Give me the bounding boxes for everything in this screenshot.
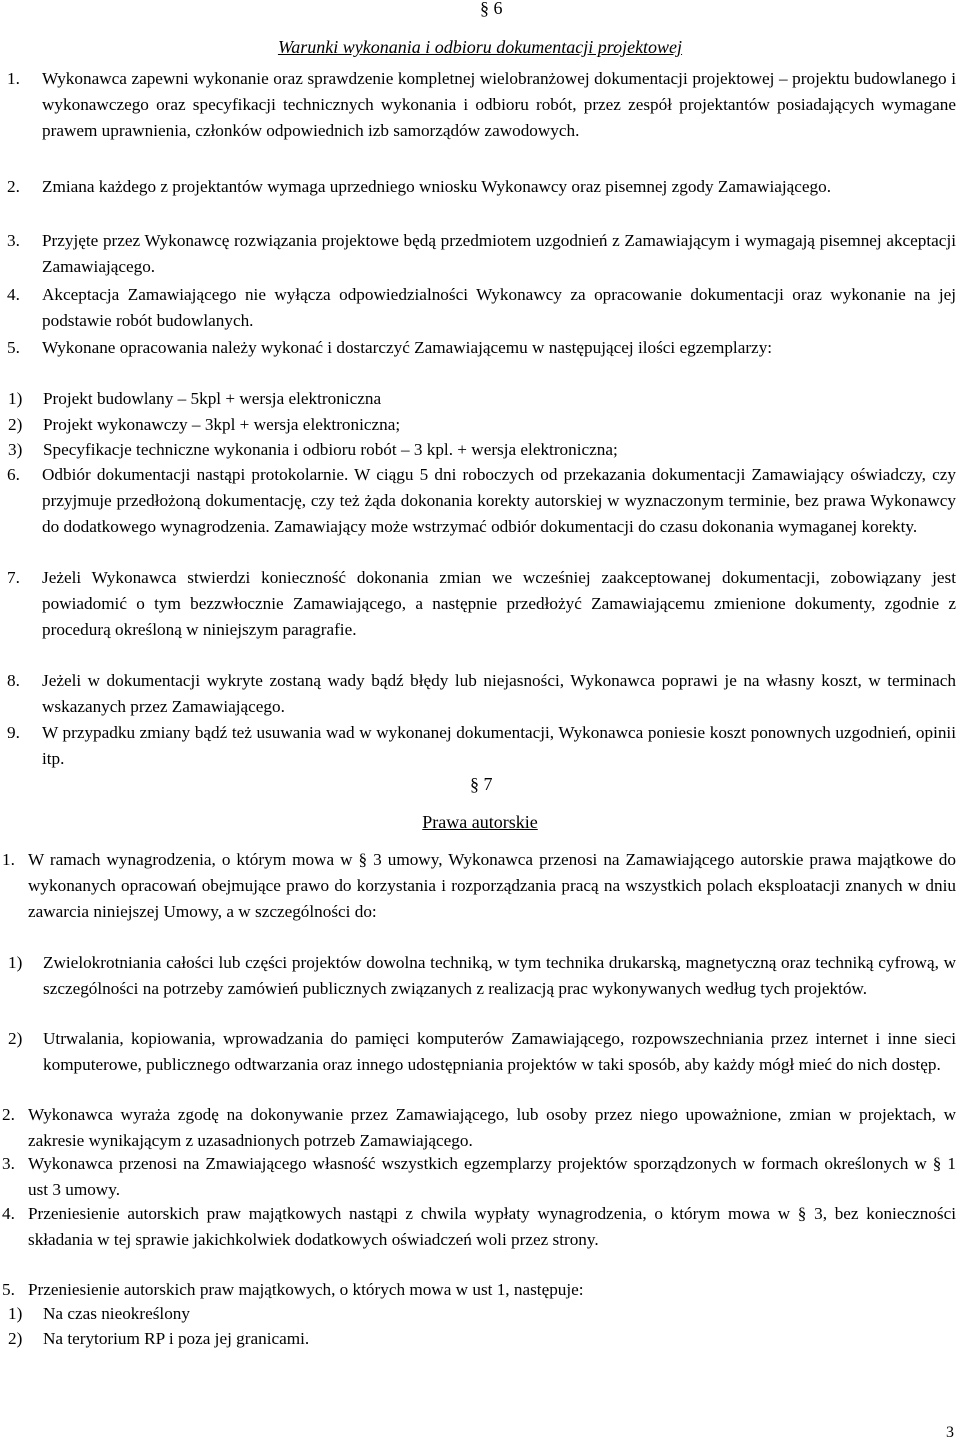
s6-item-7: 7. Jeżeli Wykonawca stwierdzi konieczność dokonania zmian we wcześniej zaakceptowanej dokumentacji, zobowiązany jest powiadomić o tym bezzwłocznie Zamawiającego, a następnie przedłożyć Zamawiającemu zmienione dokumenty, zgodnie z procedurą określoną w niniejszym paragrafie. <box>7 568 956 639</box>
s6-copies-item-2: 2) Projekt wykonawczy – 3kpl + wersja elektroniczna; <box>8 415 401 434</box>
section-6-number: § 6 <box>480 0 503 18</box>
s7-item-3: 3. Wykonawca przenosi na Zmawiającego własność wszystkich egzemplarzy projektów sporządzonych w formach określonych w § 1 ust 3 umowy. <box>2 1154 956 1199</box>
s7-item-4: 4. Przeniesienie autorskich praw majątkowych nastąpi z chwila wypłaty wynagrodzenia, o którym mowa w § 3, bez konieczności składania w tej sprawie jakichkolwiek dodatkowych oświadczeń woli przez strony. <box>2 1204 956 1249</box>
s7-item-1: 1. W ramach wynagrodzenia, o którym mowa w § 3 umowy, Wykonawca przenosi na Zamawiającego autorskie prawa majątkowe do wykonanych opracowań obejmujące prawo do korzystania i rozporządzania pracą na wszystkich polach eksploatacji znanych w dniu zawarcia niniejszej Umowy, a w szczególności do: <box>2 850 956 921</box>
s6-copies-item-3: 3) Specyfikacje techniczne wykonania i odbioru robót – 3 kpl. + wersja elektroniczna; <box>8 440 618 459</box>
s6-item-3: 3. Przyjęte przez Wykonawcę rozwiązania projektowe będą przedmiotem uzgodnień z Zamawiającym i wymagają pisemnej akceptacji Zamawiającego. <box>7 231 956 276</box>
s6-item-2: 2. Zmiana każdego z projektantów wymaga uprzedniego wniosku Wykonawcy oraz pisemnej zgody Zamawiającego. <box>7 177 831 196</box>
s7-item-5: 5. Przeniesienie autorskich praw majątkowych, o których mowa w ust 1, następuje: <box>2 1280 584 1299</box>
section-7-number: § 7 <box>470 774 493 794</box>
s6-item-5: 5. Wykonane opracowania należy wykonać i dostarczyć Zamawiającemu w następującej ilości egzemplarzy: <box>7 338 773 357</box>
s7-term-1: 1) Na czas nieokreślony <box>8 1304 190 1323</box>
section-7-title: Prawa autorskie <box>422 812 538 832</box>
section-6-title: Warunki wykonania i odbioru dokumentacji projektowej <box>277 37 683 57</box>
s7-field-1: 1) Zwielokrotniania całości lub części projektów dowolna techniką, w tym technika drukarską, magnetyczną oraz techniką cyfrową, w szczególności na potrzeby zamówień publicznych związanych z realizacją prac wykonywanych według tych projektów. <box>8 953 956 998</box>
s7-term-2: 2) Na terytorium RP i poza jej granicami. <box>8 1329 310 1348</box>
page-number: 3 <box>946 1424 954 1442</box>
s6-item-9: 9. W przypadku zmiany bądź też usuwania wad w wykonanej dokumentacji, Wykonawca poniesie koszt ponownych uzgodnień, opinii itp. <box>7 723 956 768</box>
s7-field-2: 2) Utrwalania, kopiowania, wprowadzania do pamięci komputerów Zamawiającego, rozpowszechniania przez internet i inne sieci komputerowe, publicznego odtwarzania oraz innego udostępniania projektów w taki sposób, aby każdy mógł mieć do nich dostęp. <box>8 1029 956 1074</box>
s6-item-8: 8. Jeżeli w dokumentacji wykryte zostaną wady bądź błędy lub niejasności, Wykonawca poprawi je na własny koszt, w terminach wskazanych przez Zamawiającego. <box>7 671 956 716</box>
s6-item-6: 6. Odbiór dokumentacji nastąpi protokolarnie. W ciągu 5 dni roboczych od przekazania dokumentacji Zamawiający oświadczy, czy przyjmuje przedłożoną dokumentację, czy też żąda dokonania korekty autorskiej w wyznaczonym terminie, bez prawa Wykonawcy do dodatkowego wynagrodzenia. Zamawiający może wstrzymać odbiór dokumentacji do czasu dokonania wymaganej korekty. <box>7 465 956 536</box>
s7-item-2: 2. Wykonawca wyraża zgodę na dokonywanie przez Zamawiającego, lub osoby przez niego upoważnione, zmian w projektach, w zakresie wynikającym z uzasadnionych potrzeb Zamawiającego. <box>2 1105 956 1150</box>
s6-item-4: 4. Akceptacja Zamawiającego nie wyłącza odpowiedzialności Wykonawcy za opracowanie dokumentacji oraz wykonanie na jej podstawie robót budowlanych. <box>7 285 956 330</box>
s6-item-1: 1. Wykonawca zapewni wykonanie oraz sprawdzenie kompletnej wielobranżowej dokumentacji projektowej – projektu budowlanego i wykonawczego oraz specyfikacji technicznych wykonania i odbioru robót, przez zespół projektantów posiadających wymagane prawem uprawnienia, członków odpowiednich izb samorządów zawodowych. <box>7 69 956 140</box>
s6-copies-item-1: 1) Projekt budowlany – 5kpl + wersja elektroniczna <box>8 389 382 408</box>
